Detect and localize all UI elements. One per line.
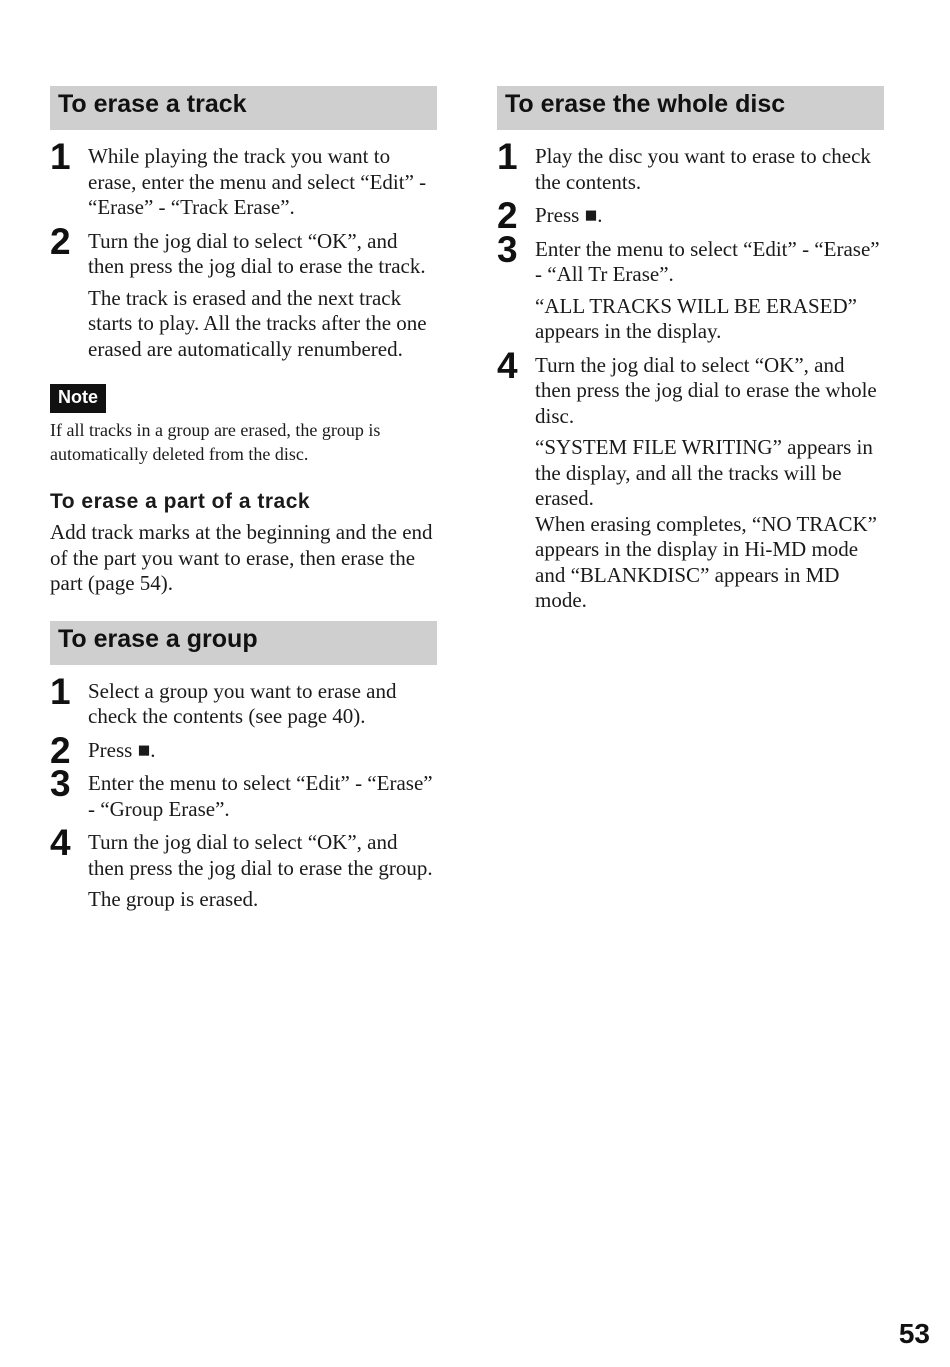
step-text: While playing the track you want to erase, enter the menu and select “Edit” - “Erase” - “Track Erase”.: [88, 144, 427, 219]
step-text: Enter the menu to select “Edit” - “Erase” - “All Tr Erase”.: [535, 236, 880, 286]
erase-group-steps: [50, 670, 437, 913]
note-badge: Note: [50, 384, 106, 413]
page-number: 53: [898, 1318, 930, 1349]
step-text: Select a group you want to erase and check the contents (see page 40).: [88, 678, 397, 728]
step-number: 4: [497, 344, 518, 386]
erase-disc-steps: [497, 136, 884, 614]
step-item: [50, 136, 437, 221]
step-item: [50, 763, 437, 822]
step-text: Enter the menu to select “Edit” - “Erase” - “Group Erase”.: [88, 771, 433, 821]
step-text: Press ■.: [88, 737, 156, 762]
step-text: Turn the jog dial to select “OK”, and then press the jog dial to erase the track.: [88, 228, 426, 278]
step-number: 1: [50, 670, 71, 712]
step-item: [50, 729, 437, 771]
step-number: 3: [497, 228, 518, 270]
erase-track-steps: [50, 136, 437, 362]
step-number: 1: [50, 136, 71, 177]
subheading-erase-part: To erase a part of a track: [50, 490, 311, 513]
step-item: [497, 136, 884, 195]
section-heading-erase-group: To erase a group: [50, 621, 437, 665]
section-heading-erase-track: To erase a track: [50, 86, 437, 130]
step-item: [50, 670, 437, 730]
right-column: [497, 86, 884, 622]
step-result-text: The group is erased.: [88, 887, 259, 911]
note-text: If all tracks in a group are erased, the group is automatically deleted from the disc.: [50, 420, 381, 464]
step-number: 2: [50, 729, 71, 771]
step-text: Press ■.: [535, 203, 603, 227]
step-item: [497, 344, 884, 614]
step-result-text: “ALL TRACKS WILL BE ERASED” appears in the display.: [535, 293, 857, 343]
step-text: Turn the jog dial to select “OK”, and then press the jog dial to erase the whole disc.: [535, 352, 877, 428]
step-item: [50, 220, 437, 363]
step-number: 4: [50, 822, 71, 863]
step-result-text: “SYSTEM FILE WRITING” appears in the display, and all the tracks will be erased.: [535, 435, 873, 510]
step-item: [497, 228, 884, 345]
step-number: 1: [497, 136, 518, 177]
step-result-text: When erasing completes, “NO TRACK” appears in the display in Hi-MD mode and “BLANKDISC” appears in MD mode.: [535, 511, 877, 612]
step-item: [497, 195, 884, 236]
step-number: 2: [497, 195, 518, 236]
step-number: 3: [50, 763, 71, 804]
step-number: 2: [50, 220, 71, 262]
step-item: [50, 822, 437, 913]
step-result-text: The track is erased and the next track starts to play. All the tracks after the one erased are automatically renumbered.: [88, 285, 427, 361]
section-heading-erase-disc: To erase the whole disc: [497, 86, 884, 130]
step-text: Play the disc you want to erase to check the contents.: [535, 144, 871, 194]
step-text: Turn the jog dial to select “OK”, and then press the jog dial to erase the group.: [88, 830, 433, 880]
erase-part-body: Add track marks at the beginning and the end of the part you want to erase, then erase the part (page 54).: [50, 520, 433, 595]
left-column: [50, 86, 437, 921]
